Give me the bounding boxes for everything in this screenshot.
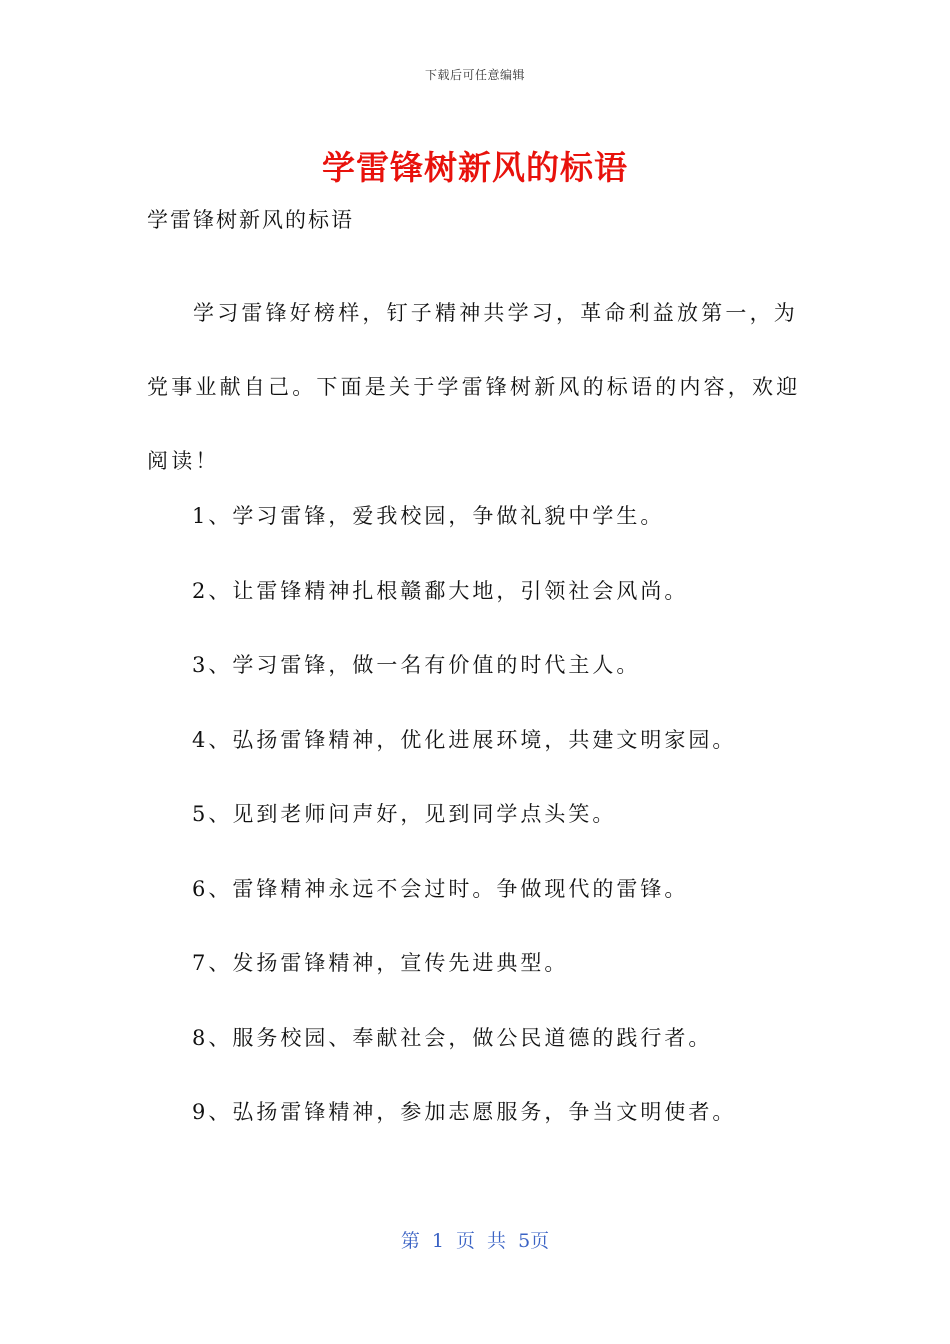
slogan-item: 4、弘扬雷锋精神，优化进展环境，共建文明家园。 xyxy=(192,727,737,752)
slogan-item: 7、发扬雷锋精神，宣传先进典型。 xyxy=(192,951,569,975)
page-number-footer: 第 1 页 共 5页 xyxy=(400,1230,550,1252)
header-note: 下载后可任意编辑 xyxy=(424,68,525,82)
document-subtitle: 学雷锋树新风的标语 xyxy=(147,208,354,232)
slogan-item: 9、弘扬雷锋精神，参加志愿服务，争当文明使者。 xyxy=(192,1100,737,1124)
slogan-item: 3、学习雷锋，做一名有价值的时代主人。 xyxy=(192,653,641,677)
slogan-item: 2、让雷锋精神扎根赣鄱大地，引领社会风尚。 xyxy=(192,578,689,603)
document-title: 学雷锋树新风的标语 xyxy=(322,148,628,187)
slogan-item: 1、学习雷锋，爱我校园，争做礼貌中学生。 xyxy=(192,504,665,528)
intro-paragraph: 学习雷锋好榜样，钉子精神共学习，革命利益放第一，为党事业献自己。下面是关于学雷锋树新风的标语的内容，欢迎阅读！ xyxy=(147,301,801,473)
slogan-list xyxy=(192,500,736,1171)
slogan-item: 5、见到老师问声好，见到同学点头笑。 xyxy=(192,802,617,826)
slogan-item: 6、雷锋精神永远不会过时。争做现代的雷锋。 xyxy=(192,876,689,901)
slogan-item: 8、服务校园、奉献社会，做公民道德的践行者。 xyxy=(192,1025,713,1050)
